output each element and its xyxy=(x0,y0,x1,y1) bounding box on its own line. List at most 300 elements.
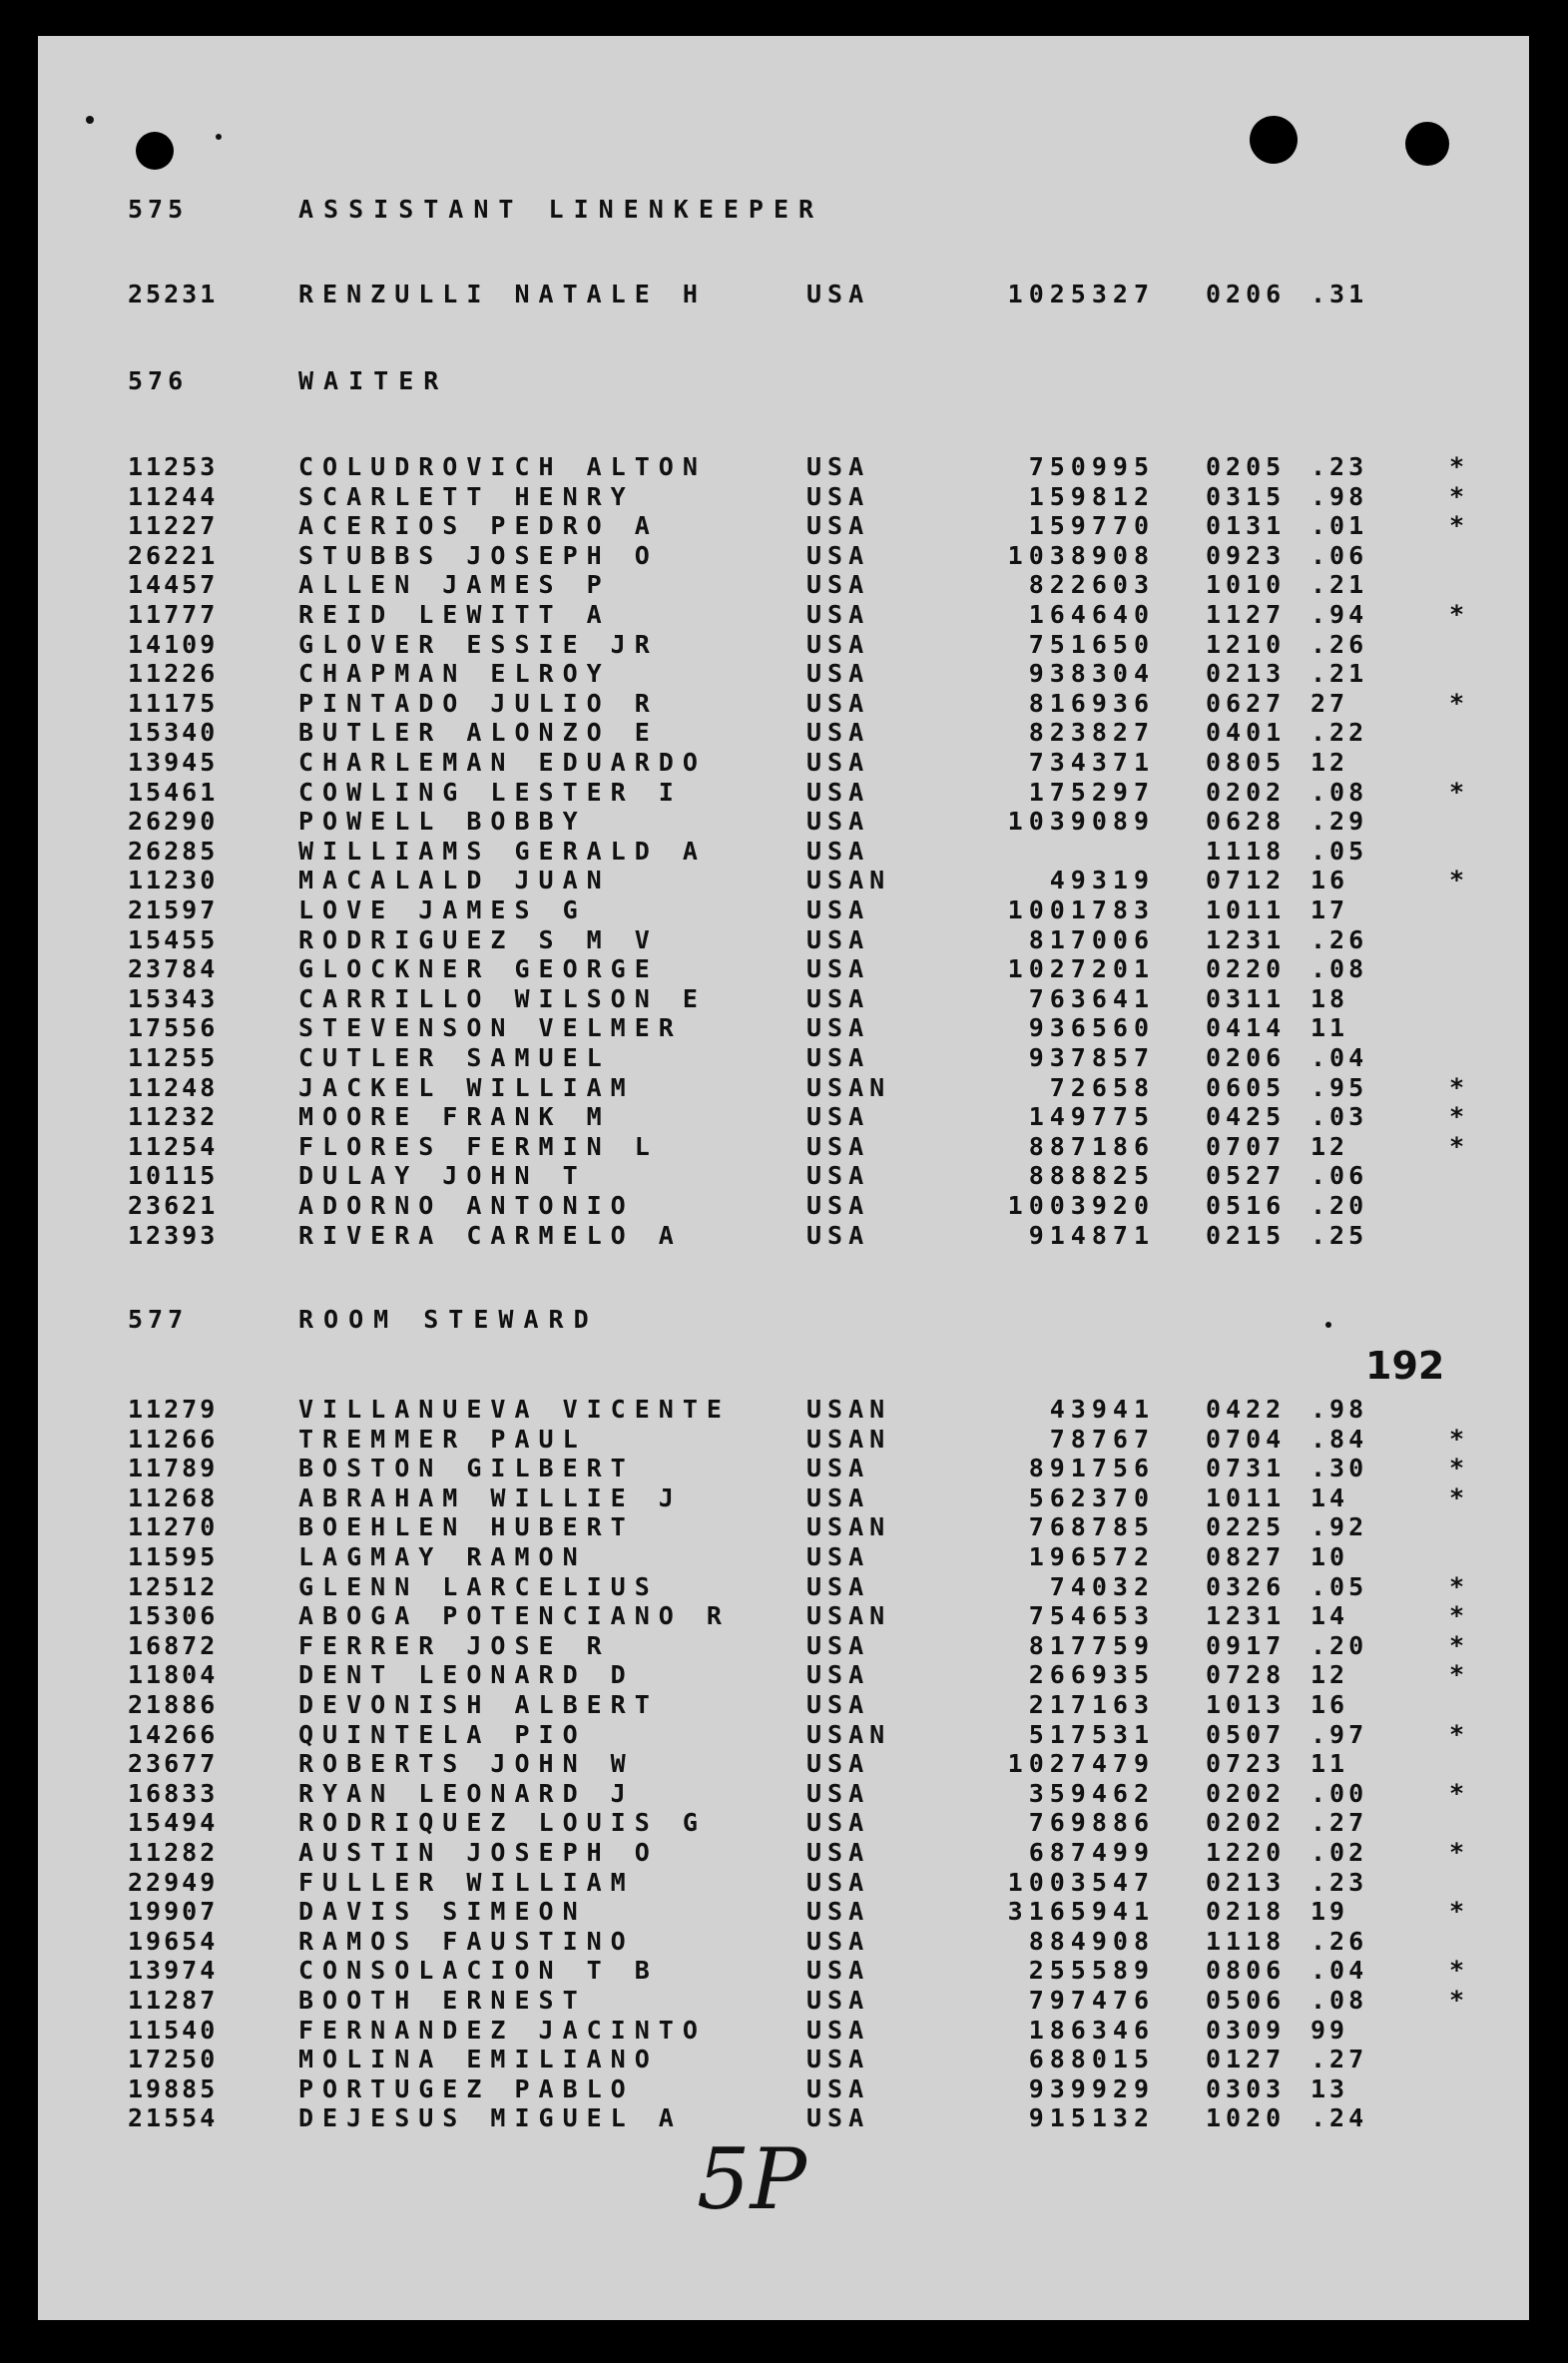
citizenship: USAN xyxy=(806,1601,891,1631)
employee-name: PINTADO JULIO R xyxy=(298,688,659,718)
asterisk-mark: * xyxy=(1449,1102,1468,1132)
date-code: 1118 xyxy=(1206,1926,1287,1956)
reference-number: 763641 xyxy=(1028,983,1155,1013)
citizenship: USA xyxy=(806,895,870,924)
date-code: 0827 xyxy=(1206,1542,1287,1571)
employee-id: 11268 xyxy=(128,1482,219,1512)
employee-name: GLENN LARCELIUS xyxy=(298,1571,659,1601)
employee-id: 11270 xyxy=(128,1512,219,1542)
employee-id: 11279 xyxy=(128,1395,219,1424)
rate-value: .04 xyxy=(1310,1043,1368,1072)
employee-id: 15343 xyxy=(128,983,219,1013)
employee-id: 11777 xyxy=(128,600,219,629)
employee-name: MACALALD JUAN xyxy=(298,866,611,895)
date-code: 1231 xyxy=(1206,1601,1287,1631)
citizenship: USAN xyxy=(806,866,891,895)
citizenship: USA xyxy=(806,924,870,954)
citizenship: USA xyxy=(806,1571,870,1601)
date-code: 0315 xyxy=(1206,481,1287,511)
rate-value: .27 xyxy=(1310,1808,1368,1838)
document-page xyxy=(38,36,1529,2320)
date-code: 1231 xyxy=(1206,924,1287,954)
citizenship: USA xyxy=(806,2015,870,2045)
speck xyxy=(86,116,94,124)
rate-value: .24 xyxy=(1310,2103,1368,2133)
employee-name: PORTUGEZ PABLO xyxy=(298,2073,635,2103)
reference-number: 817759 xyxy=(1028,1630,1155,1660)
employee-id: 11244 xyxy=(128,481,219,511)
employee-name: BOOTH ERNEST xyxy=(298,1986,587,2015)
citizenship: USA xyxy=(806,836,870,866)
citizenship: USA xyxy=(806,1690,870,1719)
date-code: 1118 xyxy=(1206,836,1287,866)
rate-value: 13 xyxy=(1310,2073,1349,2103)
asterisk-mark: * xyxy=(1449,1838,1468,1867)
employee-name: FERNANDEZ JACINTO xyxy=(298,2015,707,2045)
rate-value: 10 xyxy=(1310,1542,1349,1571)
employee-name: TREMMER PAUL xyxy=(298,1424,587,1454)
date-code: 0220 xyxy=(1206,954,1287,984)
date-code: 0917 xyxy=(1206,1630,1287,1660)
rate-value: 16 xyxy=(1310,866,1349,895)
employee-id: 19885 xyxy=(128,2073,219,2103)
rate-value: .31 xyxy=(1310,280,1368,308)
date-code: 0507 xyxy=(1206,1719,1287,1749)
citizenship: USA xyxy=(806,954,870,984)
employee-id: 11540 xyxy=(128,2015,219,2045)
rate-value: .00 xyxy=(1310,1778,1368,1808)
citizenship: USAN xyxy=(806,1719,891,1749)
date-code: 0401 xyxy=(1206,718,1287,748)
reference-number: 74032 xyxy=(1049,1571,1155,1601)
employee-id: 21886 xyxy=(128,1690,219,1719)
rate-value: .25 xyxy=(1310,1220,1368,1250)
employee-id: 23677 xyxy=(128,1749,219,1779)
employee-id: 17250 xyxy=(128,2045,219,2074)
reference-number: 175297 xyxy=(1028,777,1155,807)
citizenship: USA xyxy=(806,540,870,570)
reference-number: 43941 xyxy=(1049,1395,1155,1424)
rate-value: .03 xyxy=(1310,1102,1368,1132)
employee-name: LOVE JAMES G xyxy=(298,895,587,924)
employee-name: CHAPMAN ELROY xyxy=(298,659,611,689)
date-code: 0218 xyxy=(1206,1897,1287,1927)
employee-name: RYAN LEONARD J xyxy=(298,1778,635,1808)
speck xyxy=(216,134,222,140)
reference-number: 517531 xyxy=(1028,1719,1155,1749)
employee-name: RODRIGUEZ S M V xyxy=(298,924,659,954)
asterisk-mark: * xyxy=(1449,1956,1468,1986)
rate-value: .23 xyxy=(1310,1867,1368,1897)
reference-number: 823827 xyxy=(1028,718,1155,748)
rate-value: .26 xyxy=(1310,1926,1368,1956)
reference-number: 769886 xyxy=(1028,1808,1155,1838)
date-code: 0704 xyxy=(1206,1424,1287,1454)
employee-id: 11226 xyxy=(128,659,219,689)
asterisk-mark: * xyxy=(1449,1601,1468,1631)
asterisk-mark: * xyxy=(1449,511,1468,541)
employee-id: 12393 xyxy=(128,1220,219,1250)
date-code: 0206 xyxy=(1206,1043,1287,1072)
rate-value: .08 xyxy=(1310,1986,1368,2015)
reference-number: 888825 xyxy=(1028,1161,1155,1191)
reference-number: 884908 xyxy=(1028,1926,1155,1956)
employee-name: BOSTON GILBERT xyxy=(298,1454,635,1483)
employee-name: ALLEN JAMES P xyxy=(298,570,611,600)
date-code: 0723 xyxy=(1206,1749,1287,1779)
employee-name: GLOCKNER GEORGE xyxy=(298,954,659,984)
employee-id: 11287 xyxy=(128,1986,219,2015)
citizenship: USA xyxy=(806,2045,870,2074)
rate-value: 11 xyxy=(1310,1749,1349,1779)
rate-value: .06 xyxy=(1310,540,1368,570)
date-code: 0506 xyxy=(1206,1986,1287,2015)
citizenship: USA xyxy=(806,1220,870,1250)
employee-id: 26290 xyxy=(128,807,219,837)
date-code: 1011 xyxy=(1206,1482,1287,1512)
reference-number: 1025327 xyxy=(1007,280,1155,308)
reference-number: 750995 xyxy=(1028,452,1155,481)
employee-name: COWLING LESTER I xyxy=(298,777,683,807)
employee-name: RODRIQUEZ LOUIS G xyxy=(298,1808,707,1838)
date-code: 0213 xyxy=(1206,659,1287,689)
employee-name: ROBERTS JOHN W xyxy=(298,1749,635,1779)
section-title: ROOM STEWARD xyxy=(298,1305,599,1334)
employee-id: 14109 xyxy=(128,629,219,659)
date-code: 0202 xyxy=(1206,1808,1287,1838)
employee-id: 11255 xyxy=(128,1043,219,1072)
rate-value: .01 xyxy=(1310,511,1368,541)
citizenship: USA xyxy=(806,280,870,308)
employee-id: 15455 xyxy=(128,924,219,954)
date-code: 0527 xyxy=(1206,1161,1287,1191)
page-number: 192 xyxy=(1365,1344,1445,1388)
employee-name: ACERIOS PEDRO A xyxy=(298,511,659,541)
employee-id: 11230 xyxy=(128,866,219,895)
rate-value: 18 xyxy=(1310,983,1349,1013)
rate-value: .22 xyxy=(1310,718,1368,748)
employee-name: AUSTIN JOSEPH O xyxy=(298,1838,659,1867)
employee-id: 14266 xyxy=(128,1719,219,1749)
reference-number: 768785 xyxy=(1028,1512,1155,1542)
employee-name: BUTLER ALONZO E xyxy=(298,718,659,748)
employee-id: 11282 xyxy=(128,1838,219,1867)
employee-id: 14457 xyxy=(128,570,219,600)
rate-value: .04 xyxy=(1310,1956,1368,1986)
date-code: 0303 xyxy=(1206,2073,1287,2103)
employee-id: 23784 xyxy=(128,954,219,984)
date-code: 0605 xyxy=(1206,1072,1287,1102)
citizenship: USA xyxy=(806,983,870,1013)
citizenship: USAN xyxy=(806,1395,891,1424)
date-code: 0728 xyxy=(1206,1660,1287,1690)
reference-number: 687499 xyxy=(1028,1838,1155,1867)
reference-number: 562370 xyxy=(1028,1482,1155,1512)
rate-value: .06 xyxy=(1310,1161,1368,1191)
asterisk-mark: * xyxy=(1449,1719,1468,1749)
asterisk-mark: * xyxy=(1449,452,1468,481)
employee-id: 11254 xyxy=(128,1131,219,1161)
date-code: 0127 xyxy=(1206,2045,1287,2074)
employee-name: SCARLETT HENRY xyxy=(298,481,635,511)
citizenship: USA xyxy=(806,1808,870,1838)
rate-value: .05 xyxy=(1310,1571,1368,1601)
citizenship: USA xyxy=(806,481,870,511)
employee-name: DENT LEONARD D xyxy=(298,1660,635,1690)
rate-value: .02 xyxy=(1310,1838,1368,1867)
rate-value: 11 xyxy=(1310,1013,1349,1043)
citizenship: USA xyxy=(806,1986,870,2015)
date-code: 0213 xyxy=(1206,1867,1287,1897)
citizenship: USA xyxy=(806,1102,870,1132)
date-code: 0206 xyxy=(1206,280,1287,308)
citizenship: USA xyxy=(806,1838,870,1867)
employee-id: 11804 xyxy=(128,1660,219,1690)
employee-id: 15461 xyxy=(128,777,219,807)
rate-value: 12 xyxy=(1310,748,1349,777)
reference-number: 1027479 xyxy=(1007,1749,1155,1779)
reference-number: 936560 xyxy=(1028,1013,1155,1043)
reference-number: 822603 xyxy=(1028,570,1155,600)
employee-name: ADORNO ANTONIO xyxy=(298,1191,635,1220)
employee-name: CARRILLO WILSON E xyxy=(298,983,707,1013)
citizenship: USA xyxy=(806,748,870,777)
employee-id: 11175 xyxy=(128,688,219,718)
rate-value: .97 xyxy=(1310,1719,1368,1749)
employee-name: REID LEWITT A xyxy=(298,600,611,629)
asterisk-mark: * xyxy=(1449,1778,1468,1808)
reference-number: 734371 xyxy=(1028,748,1155,777)
citizenship: USA xyxy=(806,718,870,748)
asterisk-mark: * xyxy=(1449,1986,1468,2015)
citizenship: USA xyxy=(806,1454,870,1483)
section-title: ASSISTANT LINENKEEPER xyxy=(298,195,824,224)
employee-id: 12512 xyxy=(128,1571,219,1601)
reference-number: 186346 xyxy=(1028,2015,1155,2045)
employee-id: 11227 xyxy=(128,511,219,541)
employee-name: MOLINA EMILIANO xyxy=(298,2045,659,2074)
employee-name: CONSOLACION T B xyxy=(298,1956,659,1986)
employee-name: STUBBS JOSEPH O xyxy=(298,540,659,570)
date-code: 1127 xyxy=(1206,600,1287,629)
reference-number: 754653 xyxy=(1028,1601,1155,1631)
citizenship: USA xyxy=(806,1897,870,1927)
employee-id: 11789 xyxy=(128,1454,219,1483)
employee-id: 15494 xyxy=(128,1808,219,1838)
rate-value: 99 xyxy=(1310,2015,1349,2045)
employee-name: FULLER WILLIAM xyxy=(298,1867,635,1897)
citizenship: USAN xyxy=(806,1512,891,1542)
reference-number: 266935 xyxy=(1028,1660,1155,1690)
reference-number: 359462 xyxy=(1028,1778,1155,1808)
date-code: 0205 xyxy=(1206,452,1287,481)
asterisk-mark: * xyxy=(1449,866,1468,895)
employee-name: STEVENSON VELMER xyxy=(298,1013,683,1043)
date-code: 0707 xyxy=(1206,1131,1287,1161)
date-code: 1220 xyxy=(1206,1838,1287,1867)
date-code: 0422 xyxy=(1206,1395,1287,1424)
rate-value: .26 xyxy=(1310,629,1368,659)
reference-number: 159812 xyxy=(1028,481,1155,511)
employee-id: 11266 xyxy=(128,1424,219,1454)
employee-id: 11232 xyxy=(128,1102,219,1132)
date-code: 0425 xyxy=(1206,1102,1287,1132)
employee-name: GLOVER ESSIE JR xyxy=(298,629,659,659)
citizenship: USA xyxy=(806,629,870,659)
date-code: 0131 xyxy=(1206,511,1287,541)
employee-name: CHARLEMAN EDUARDO xyxy=(298,748,707,777)
date-code: 0225 xyxy=(1206,1512,1287,1542)
reference-number: 72658 xyxy=(1049,1072,1155,1102)
reference-number: 217163 xyxy=(1028,1690,1155,1719)
employee-id: 10115 xyxy=(128,1161,219,1191)
employee-id: 13945 xyxy=(128,748,219,777)
citizenship: USA xyxy=(806,659,870,689)
rate-value: .23 xyxy=(1310,452,1368,481)
rate-value: .08 xyxy=(1310,777,1368,807)
speck xyxy=(1325,1322,1331,1328)
reference-number: 939929 xyxy=(1028,2073,1155,2103)
citizenship: USA xyxy=(806,1131,870,1161)
employee-name: POWELL BOBBY xyxy=(298,807,587,837)
rate-value: 27 xyxy=(1310,688,1349,718)
punch-hole-right-1 xyxy=(1250,116,1298,164)
rate-value: .92 xyxy=(1310,1512,1368,1542)
citizenship: USA xyxy=(806,1161,870,1191)
employee-id: 19654 xyxy=(128,1926,219,1956)
citizenship: USA xyxy=(806,1542,870,1571)
reference-number: 49319 xyxy=(1049,866,1155,895)
reference-number: 817006 xyxy=(1028,924,1155,954)
date-code: 0309 xyxy=(1206,2015,1287,2045)
rate-value: 19 xyxy=(1310,1897,1349,1927)
rate-value: 14 xyxy=(1310,1482,1349,1512)
rate-value: .08 xyxy=(1310,954,1368,984)
employee-name: FERRER JOSE R xyxy=(298,1630,611,1660)
employee-name: VILLANUEVA VICENTE xyxy=(298,1395,731,1424)
citizenship: USA xyxy=(806,2103,870,2133)
date-code: 0923 xyxy=(1206,540,1287,570)
reference-number: 78767 xyxy=(1049,1424,1155,1454)
citizenship: USA xyxy=(806,1926,870,1956)
handwritten-note: 5P xyxy=(697,2130,806,2228)
employee-id: 21554 xyxy=(128,2103,219,2133)
asterisk-mark: * xyxy=(1449,1424,1468,1454)
punch-hole-left xyxy=(136,132,174,170)
date-code: 0202 xyxy=(1206,1778,1287,1808)
citizenship: USA xyxy=(806,1660,870,1690)
reference-number: 1039089 xyxy=(1007,807,1155,837)
employee-name: DEVONISH ALBERT xyxy=(298,1690,659,1719)
asterisk-mark: * xyxy=(1449,777,1468,807)
citizenship: USA xyxy=(806,777,870,807)
citizenship: USA xyxy=(806,2073,870,2103)
employee-name: DULAY JOHN T xyxy=(298,1161,587,1191)
employee-id: 26285 xyxy=(128,836,219,866)
reference-number: 149775 xyxy=(1028,1102,1155,1132)
reference-number: 1003547 xyxy=(1007,1867,1155,1897)
date-code: 1011 xyxy=(1206,895,1287,924)
citizenship: USA xyxy=(806,1630,870,1660)
employee-name: COLUDROVICH ALTON xyxy=(298,452,707,481)
rate-value: .84 xyxy=(1310,1424,1368,1454)
asterisk-mark: * xyxy=(1449,1072,1468,1102)
asterisk-mark: * xyxy=(1449,1454,1468,1483)
employee-id: 11253 xyxy=(128,452,219,481)
citizenship: USA xyxy=(806,600,870,629)
citizenship: USA xyxy=(806,1778,870,1808)
citizenship: USAN xyxy=(806,1072,891,1102)
citizenship: USA xyxy=(806,511,870,541)
rate-value: 16 xyxy=(1310,1690,1349,1719)
section-title: WAITER xyxy=(298,366,449,395)
citizenship: USA xyxy=(806,1956,870,1986)
asterisk-mark: * xyxy=(1449,1131,1468,1161)
citizenship: USA xyxy=(806,452,870,481)
employee-name: ABOGA POTENCIANO R xyxy=(298,1601,731,1631)
asterisk-mark: * xyxy=(1449,1660,1468,1690)
reference-number: 3165941 xyxy=(1007,1897,1155,1927)
rate-value: .30 xyxy=(1310,1454,1368,1483)
rate-value: .20 xyxy=(1310,1630,1368,1660)
citizenship: USA xyxy=(806,570,870,600)
date-code: 0202 xyxy=(1206,777,1287,807)
employee-id: 16872 xyxy=(128,1630,219,1660)
rate-value: .21 xyxy=(1310,659,1368,689)
rate-value: .98 xyxy=(1310,481,1368,511)
asterisk-mark: * xyxy=(1449,1897,1468,1927)
date-code: 1020 xyxy=(1206,2103,1287,2133)
section-number: 575 xyxy=(128,195,189,224)
date-code: 1013 xyxy=(1206,1690,1287,1719)
employee-id: 11595 xyxy=(128,1542,219,1571)
asterisk-mark: * xyxy=(1449,1571,1468,1601)
employee-name: JACKEL WILLIAM xyxy=(298,1072,635,1102)
employee-id: 17556 xyxy=(128,1013,219,1043)
date-code: 0627 xyxy=(1206,688,1287,718)
rate-value: .94 xyxy=(1310,600,1368,629)
employee-id: 21597 xyxy=(128,895,219,924)
reference-number: 1003920 xyxy=(1007,1191,1155,1220)
date-code: 0215 xyxy=(1206,1220,1287,1250)
date-code: 0805 xyxy=(1206,748,1287,777)
employee-id: 15340 xyxy=(128,718,219,748)
employee-name: QUINTELA PIO xyxy=(298,1719,587,1749)
reference-number: 938304 xyxy=(1028,659,1155,689)
date-code: 0516 xyxy=(1206,1191,1287,1220)
rate-value: 12 xyxy=(1310,1660,1349,1690)
employee-name: DAVIS SIMEON xyxy=(298,1897,587,1927)
reference-number: 1001783 xyxy=(1007,895,1155,924)
reference-number: 914871 xyxy=(1028,1220,1155,1250)
section-number: 576 xyxy=(128,366,189,395)
employee-name: FLORES FERMIN L xyxy=(298,1131,659,1161)
employee-id: 23621 xyxy=(128,1191,219,1220)
employee-name: MOORE FRANK M xyxy=(298,1102,611,1132)
date-code: 1010 xyxy=(1206,570,1287,600)
employee-id: 13974 xyxy=(128,1956,219,1986)
reference-number: 816936 xyxy=(1028,688,1155,718)
employee-id: 19907 xyxy=(128,1897,219,1927)
rate-value: .29 xyxy=(1310,807,1368,837)
rate-value: 12 xyxy=(1310,1131,1349,1161)
reference-number: 1038908 xyxy=(1007,540,1155,570)
reference-number: 1027201 xyxy=(1007,954,1155,984)
employee-id: 25231 xyxy=(128,280,219,308)
asterisk-mark: * xyxy=(1449,688,1468,718)
citizenship: USA xyxy=(806,1191,870,1220)
citizenship: USA xyxy=(806,1043,870,1072)
